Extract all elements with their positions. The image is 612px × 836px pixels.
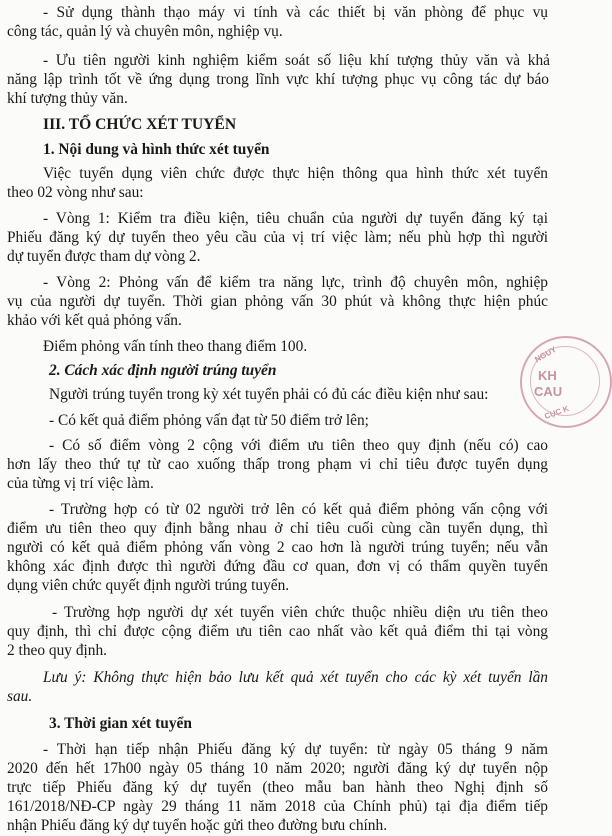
text-line: quy định, thì chỉ được cộng điểm ưu tiên cao nhất vào kết quả điểm thi tại vòng	[7, 623, 548, 640]
text-line: khảo với kết quả phỏng vấn.	[7, 312, 182, 329]
text-line: - Có kết quả điểm phỏng vấn đạt từ 50 điểm trở lên;	[49, 412, 369, 429]
subsection-heading: 3. Thời gian xét tuyển	[49, 715, 192, 732]
text-line: Điểm phỏng vấn tính theo thang điểm 100.	[43, 338, 308, 355]
text-line: - Sử dụng thành thạo máy vi tính và các thiết bị văn phòng để phục vụ	[43, 4, 548, 21]
text-line: - Vòng 2: Phỏng vấn để kiểm tra năng lực, trình độ chuyên môn, nghiệp	[43, 274, 548, 291]
text-line: Người trúng tuyển trong kỳ xét tuyển phải có đủ các điều kiện như sau:	[49, 386, 489, 403]
text-line: 2020 đến hết 17h00 ngày 05 tháng 10 năm 2020; người đăng ký dự tuyển nộp	[7, 760, 548, 777]
red-seal-stamp	[520, 336, 612, 428]
text-line: vụ của người dự tuyển. Thời gian phỏng vấn 30 phút và không thực hiện phúc	[7, 293, 548, 310]
seal-text-2: CAU	[534, 384, 563, 399]
text-line: trực tiếp Phiếu đăng ký dự tuyển (theo mẫu ban hành theo Nghị định số	[7, 779, 548, 796]
seal-text-top: NGUY	[533, 344, 558, 365]
text-line: - Ưu tiên người kinh nghiệm kiểm soát số liệu khí tượng thủy văn và khả	[43, 52, 550, 69]
text-line: nhận Phiếu đăng ký dự tuyển hoặc gửi theo đường bưu chính.	[7, 817, 388, 834]
text-line: theo 02 vòng như sau:	[7, 184, 144, 201]
subsection-heading: 1. Nội dung và hình thức xét tuyển	[43, 141, 270, 158]
text-line: - Có số điểm vòng 2 cộng với điểm ưu tiên theo quy định (nếu có) cao	[49, 437, 548, 454]
text-line: không xác định được thì người đứng đầu cơ quan, đơn vị có thẩm quyền tuyển	[7, 558, 548, 575]
text-line: - Thời hạn tiếp nhận Phiếu đăng ký dự tuyển: từ ngày 05 tháng 9 năm	[43, 741, 548, 758]
text-line: khí tượng thủy văn.	[7, 90, 128, 107]
text-line: dụng viên chức quyết định người trúng tuyển.	[7, 577, 290, 594]
text-line: - Trường hợp có từ 02 người trở lên có kết quả điểm phỏng vấn cộng với	[49, 501, 548, 518]
text-line: - Vòng 1: Kiểm tra điều kiện, tiêu chuẩn của người dự tuyển đăng ký tại	[43, 210, 548, 227]
text-line: sau.	[7, 688, 33, 705]
text-line: hơn lấy theo thứ tự từ cao xuống thấp trong phạm vi chỉ tiêu được tuyển dụng	[7, 456, 548, 473]
text-line: điểm ưu tiên theo quy định bằng nhau ở chỉ tiêu cuối cùng cần tuyển dụng, thì	[7, 520, 548, 537]
text-line: Việc tuyển dụng viên chức được thực hiện thông qua hình thức xét tuyển	[43, 165, 548, 182]
seal-text-bottom: CỤC K	[543, 403, 571, 422]
seal-text-1: KH	[538, 368, 557, 383]
text-line: công tác, quản lý và chuyên môn, nghiệp vụ.	[7, 23, 283, 40]
subsection-heading: 2. Cách xác định người trúng tuyển	[49, 362, 277, 379]
text-line: 161/2018/NĐ-CP ngày 29 tháng 11 năm 2018 của Chính phủ) tại địa điểm tiếp	[7, 798, 548, 815]
text-line: dự tuyển được tham dự vòng 2.	[7, 248, 201, 265]
text-line: năng lập trình tốt về ứng dụng trong lĩnh vực khí tượng phục vụ công tác dự báo	[7, 71, 549, 88]
section-heading: III. TỔ CHỨC XÉT TUYỂN	[43, 116, 237, 133]
text-line: - Trường hợp người dự xét tuyển viên chức thuộc nhiều diện ưu tiên theo	[52, 604, 548, 621]
text-line: Phiếu đăng ký dự tuyển theo yêu cầu của vị trí việc làm; nếu phù hợp thì người	[7, 229, 548, 246]
text-line: 2 theo quy định.	[7, 642, 108, 659]
text-line: của từng vị trí việc làm.	[7, 475, 154, 492]
text-line: người có kết quả điểm phỏng vấn vòng 2 cao hơn là người trúng tuyển; nếu vẫn	[7, 539, 548, 556]
text-line: Lưu ý: Không thực hiện bảo lưu kết quả xét tuyển cho các kỳ xét tuyển lần	[43, 669, 548, 686]
